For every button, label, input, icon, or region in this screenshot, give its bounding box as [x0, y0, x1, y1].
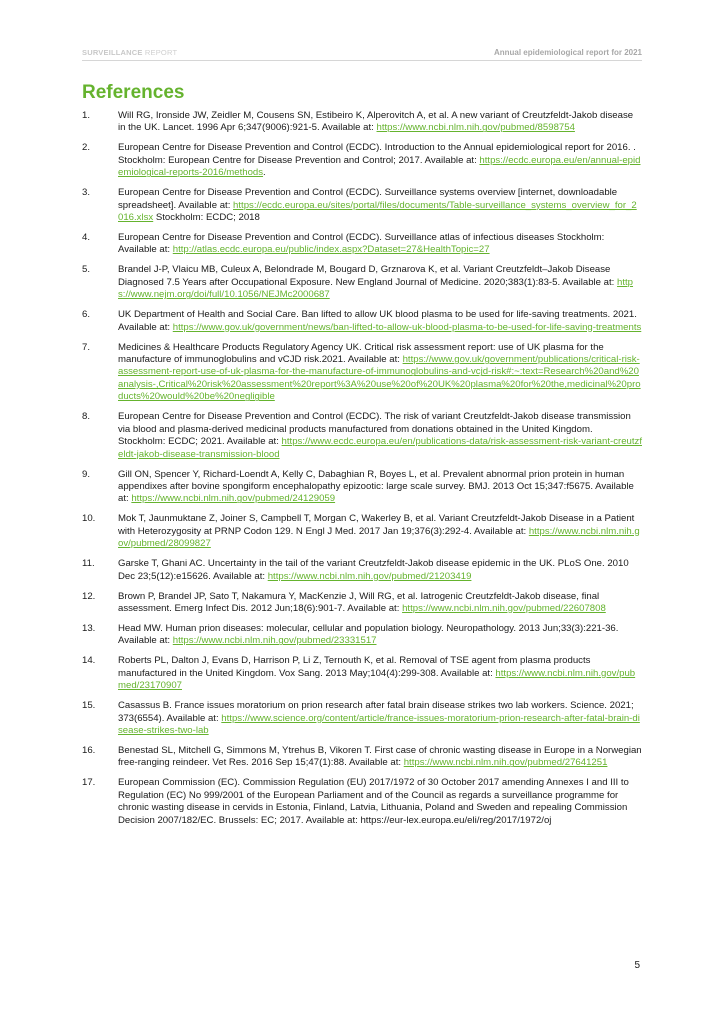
- reference-number: 4.: [82, 232, 91, 244]
- reference-text: Benestad SL, Mitchell G, Simmons M, Ytrehus B, Vikoren T. First case of chronic wasting disease in Europe in a Norwegian free-ranging reindeer. Vet Res. 2016 Sep 15;47(1):88. Available at:: [118, 744, 642, 769]
- reference-text-after: Stockholm: ECDC; 2018: [153, 212, 260, 224]
- reference-text: Gill ON, Spencer Y, Richard-Loendt A, Kelly C, Dabaghian R, Boyes L, et al. Prevalent abnormal prion protein in human appendixes after bovine spongiform encephalopathy epizootic: large scale survey. BMJ. 2013 Oct 15;347:f5675. Available at:: [118, 468, 634, 505]
- reference-item: [82, 142, 642, 179]
- reference-item: [82, 232, 642, 257]
- reference-number: 9.: [82, 468, 91, 480]
- reference-item: [82, 110, 642, 135]
- reference-text: European Centre for Disease Prevention and Control (ECDC). The risk of variant Creutzfeldt-Jakob disease transmission via blood and plasma-derived medicinal products manufactured from donations obtained in the United Kingdom. Stockholm: ECDC; 2021. Available at:: [118, 411, 631, 448]
- reference-text: Head MW. Human prion diseases: molecular, cellular and population biology. Neuropathology. 2013 Jun;33(3):221-36. Available at:: [118, 622, 619, 647]
- reference-number: 1.: [82, 110, 91, 121]
- reference-item: [82, 777, 642, 827]
- reference-number: 13.: [82, 622, 96, 634]
- reference-text: Brandel J-P, Vlaicu MB, Culeux A, Belondrade M, Bougard D, Grznarova K, et al. Variant Creutzfeldt–Jakob Disease Diagnosed 7.5 Years after Occupational Exposure. New England Journal of Medicine. 2020;383(1):83-5. Available at:: [118, 264, 618, 288]
- reference-item: [82, 745, 642, 770]
- reference-number: 15.: [82, 700, 96, 712]
- reference-link[interactable]: http://atlas.ecdc.europa.eu/public/index.aspx?Dataset=27&HealthTopic=27: [172, 244, 490, 256]
- reference-item: [82, 623, 642, 648]
- reference-number: 12.: [82, 590, 96, 602]
- reference-text: UK Department of Health and Social Care. Ban lifted to allow UK blood plasma to be used for life-saving treatments. 2021. Available at:: [118, 309, 637, 333]
- reference-item: [82, 469, 642, 506]
- reference-number: 16.: [82, 744, 96, 756]
- reference-text: European Centre for Disease Prevention and Control (ECDC). Introduction to the Annual epidemiological report for 2016. . Stockholm: European Centre for Disease Prevention and Control; 2017. Available at:: [118, 142, 636, 166]
- reference-link[interactable]: https://ecdc.europa.eu/en/annual-epidemiological-reports-2016/methods: [118, 154, 641, 179]
- reference-number: 2.: [82, 142, 91, 154]
- reference-number: 5.: [82, 264, 91, 276]
- reference-link[interactable]: https://www.ncbi.nlm.nih.gov/pubmed/23170907: [118, 667, 636, 692]
- reference-number: 6.: [82, 309, 91, 321]
- reference-text: Garske T, Ghani AC. Uncertainty in the tail of the variant Creutzfeldt-Jakob disease epidemic in the UK. PLoS One. 2010 Dec 23;5(12):e15626. Available at:: [118, 558, 629, 582]
- reference-link[interactable]: https://www.ncbi.nlm.nih.gov/pubmed/22607808: [402, 602, 606, 614]
- reference-link[interactable]: https://www.ncbi.nlm.nih.gov/pubmed/23331517: [172, 635, 377, 647]
- reference-link[interactable]: https://ecdc.europa.eu/sites/portal/files/documents/Table-surveillance_systems_overview_for_2016.xlsx: [118, 199, 637, 224]
- reference-link[interactable]: https://www.ncbi.nlm.nih.gov/pubmed/21203419: [267, 570, 472, 582]
- reference-text: European Centre for Disease Prevention and Control (ECDC). Surveillance systems overview [internet, downloadable spreadsheet]. Available at:: [118, 187, 618, 211]
- reference-link[interactable]: https://www.ncbi.nlm.nih.gov/pubmed/28099827: [118, 525, 640, 550]
- page-title: References: [82, 82, 185, 103]
- reference-link[interactable]: https://www.ecdc.europa.eu/en/publications-data/risk-assessment-risk-variant-creutzfeldt-jakob-disease-transmission-blood: [118, 436, 642, 460]
- reference-item: [82, 309, 642, 334]
- reference-item: [82, 342, 642, 404]
- reference-link[interactable]: https://www.gov.uk/government/publications/critical-risk-assessment-report-use-of-uk-plasma-for-the-manufacture-of-immunoglobulins-and-vcjd-risk#:~:text=Research%20and%20analysis-,Critical%20risk%20assessment%20report%3A%20use%20of%20UK%20plasma%20for%20the,medicinal%20products%20would%20be%20negligible: [118, 354, 641, 403]
- running-header-left: [82, 48, 177, 57]
- reference-link[interactable]: https://www.gov.uk/government/news/ban-lifted-to-allow-uk-blood-plasma-to-be-used-for-life-saving-treatments: [172, 321, 642, 333]
- running-header-right: Annual epidemiological report for 2021: [493, 48, 642, 57]
- header-report-light: REPORT: [144, 48, 178, 57]
- reference-text: European Centre for Disease Prevention and Control (ECDC). Surveillance atlas of infectious diseases Stockholm: Available at:: [118, 232, 605, 256]
- reference-item: [82, 264, 642, 301]
- reference-list: [82, 110, 642, 835]
- reference-item: [82, 591, 642, 616]
- reference-number: 17.: [82, 777, 96, 789]
- reference-item: [82, 558, 642, 583]
- reference-number: 8.: [82, 411, 91, 423]
- reference-item: [82, 655, 642, 692]
- reference-number: 11.: [82, 558, 95, 570]
- reference-item: [82, 700, 642, 737]
- reference-link[interactable]: https://www.ncbi.nlm.nih.gov/pubmed/24129059: [131, 493, 336, 505]
- reference-text: Brown P, Brandel JP, Sato T, Nakamura Y, MacKenzie J, Will RG, et al. Iatrogenic Creutzfeldt-Jakob disease, final assessment. Emerg Infect Dis. 2012 Jun;18(6):901-7. Available at:: [118, 590, 600, 614]
- reference-number: 10.: [82, 513, 96, 525]
- reference-text: Mok T, Jaunmuktane Z, Joiner S, Campbell T, Morgan C, Wakerley B, et al. Variant Creutzfeldt-Jakob Disease in a Patient with Heterozygosity at PRNP Codon 129. N Engl J Med. 2017 Jan 19;376(3):292-4. Available at:: [118, 513, 635, 537]
- reference-number: 3.: [82, 187, 91, 199]
- reference-number: 14.: [82, 655, 96, 667]
- reference-text: Roberts PL, Dalton J, Evans D, Harrison P, Li Z, Ternouth K, et al. Removal of TSE agent from plasma products manufactured in the United Kingdom. Vox Sang. 2013 May;104(4):299-308. Available at:: [118, 655, 591, 679]
- reference-link[interactable]: https://www.science.org/content/article/france-issues-moratorium-prion-research-after-fatal-brain-disease-strikes-two-lab: [118, 712, 640, 736]
- header-report-bold: SURVEILLANCE: [82, 48, 143, 57]
- reference-item: [82, 411, 642, 461]
- header-divider: [82, 60, 642, 61]
- reference-text: Will RG, Ironside JW, Zeidler M, Cousens SN, Estibeiro K, Alperovitch A, et al. A new variant of Creutzfeldt-Jakob disease in the UK. Lancet. 1996 Apr 6;347(9006):921-5. Available at:: [118, 110, 634, 134]
- reference-number: 7.: [82, 341, 91, 353]
- reference-link[interactable]: https://www.ncbi.nlm.nih.gov/pubmed/8598754: [376, 122, 575, 134]
- reference-link[interactable]: https://www.ncbi.nlm.nih.gov/pubmed/27641251: [403, 757, 608, 769]
- reference-text: Medicines & Healthcare Products Regulatory Agency UK. Critical risk assessment report: use of UK plasma for the manufacture of immunoglobulins and vCJD risk.2021. Available at:: [118, 341, 604, 366]
- reference-item: [82, 187, 642, 224]
- reference-link[interactable]: https://www.nejm.org/doi/full/10.1056/NEJMc2000687: [118, 276, 634, 301]
- reference-text: European Commission (EC). Commission Regulation (EU) 2017/1972 of 30 October 2017 amending Annexes I and III to Regulation (EC) No 999/2001 of the European Parliament and of the Council as regards a surveillance programme for chronic wasting disease in cervids in Estonia, Finland, Latvia, Lithuania, Poland and Sweden and repealing Commission Decision 2007/182/EC. Brussels: EC; 2017. Available at: https://eur-lex.europa.eu/eli/reg/2017/1972/oj: [118, 777, 629, 826]
- reference-item: [82, 513, 642, 550]
- page-number: 5: [634, 960, 640, 971]
- reference-text-after: .: [263, 167, 266, 179]
- reference-text: Casassus B. France issues moratorium on prion research after fatal brain disease strikes two lab workers. Science. 2021; 373(6554). Available at:: [118, 700, 634, 724]
